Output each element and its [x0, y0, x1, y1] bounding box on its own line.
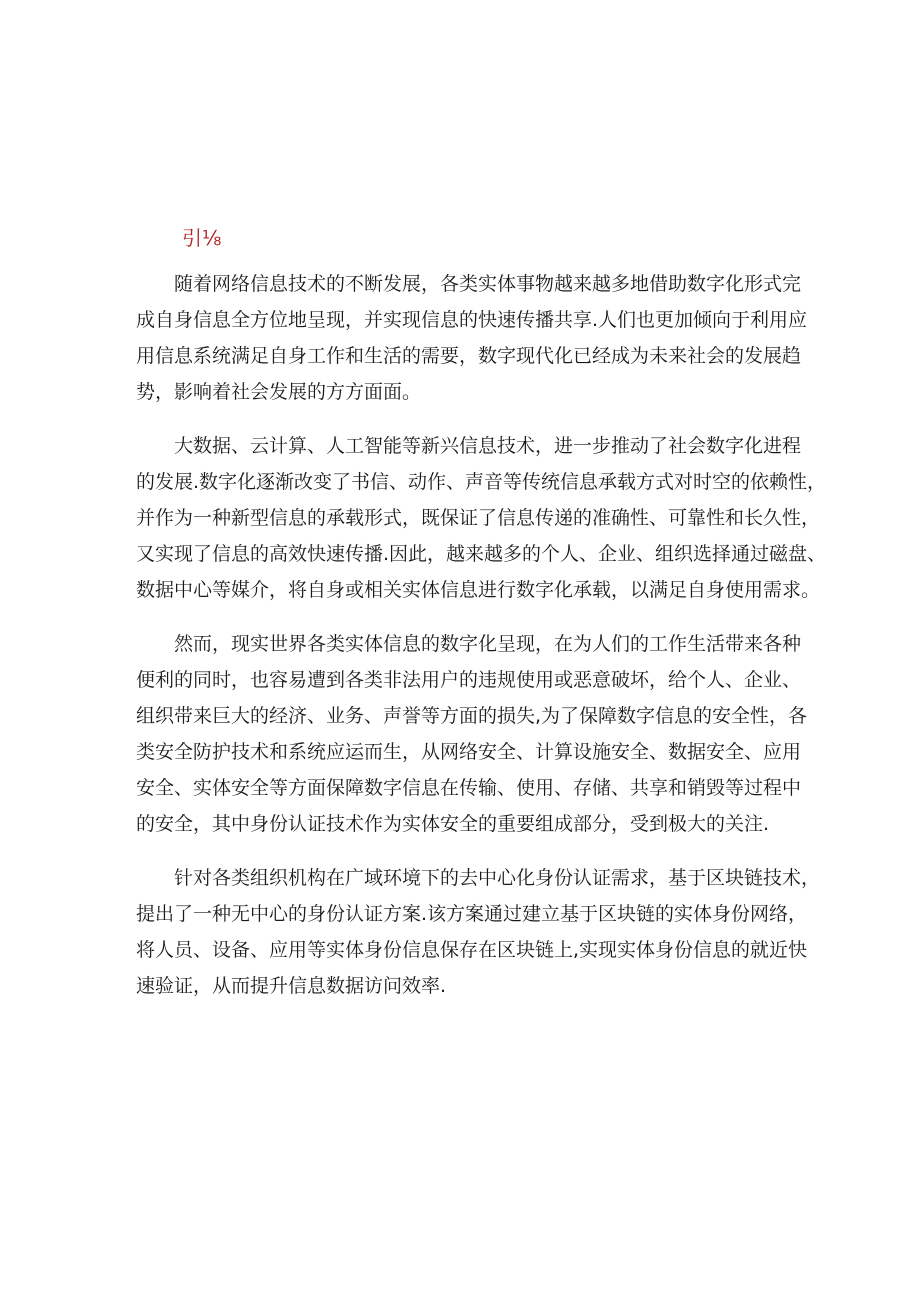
text-line: 将人员、设备、应用等实体身份信息保存在区块链上,实现实体身份信息的就近快 [136, 939, 808, 961]
paragraph-4 [136, 860, 821, 1004]
section-heading: 引⅛ [182, 226, 222, 250]
text-line: 的安全，其中身份认证技术作为实体安全的重要组成部分，受到极大的关注. [136, 813, 770, 835]
text-line: 针对各类组织机构在广域环境下的去中心化身份认证需求，基于区块链技术， [174, 867, 821, 889]
text-line: 的发展.数字化逐渐改变了书信、动作、声音等传统信息承载方式对时空的依赖性， [136, 471, 827, 493]
text-line: 成自身信息全方位地呈现，并实现信息的快速传播共享.人们也更加倾向于利用应 [136, 309, 808, 331]
text-line: 用信息系统满足自身工作和生活的需要，数字现代化已经成为未来社会的发展趋 [136, 345, 802, 367]
text-line: 数据中心等媒介，将自身或相关实体信息进行数字化承载，以满足自身使用需求。 [136, 579, 821, 601]
document-body [136, 266, 827, 1022]
text-line: 然而，现实世界各类实体信息的数字化呈现，在为人们的工作生活带来各种 [174, 633, 802, 655]
text-line: 速验证，从而提升信息数据访问效率. [136, 975, 447, 997]
text-line: 势，影响着社会发展的方方面面。 [136, 381, 422, 403]
text-line: 提出了一种无中心的身份认证方案.该方案通过建立基于区块链的实体身份网络， [136, 903, 808, 925]
text-line: 组织带来巨大的经济、业务、声誉等方面的损失,为了保障数字信息的安全性，各 [136, 705, 808, 727]
text-line: 安全、实体安全等方面保障数字信息在传输、使用、存储、共享和销毁等过程中 [136, 777, 802, 799]
text-line: 大数据、云计算、人工智能等新兴信息技术，进一步推动了社会数字化进程 [174, 435, 802, 457]
text-line: 便利的同时，也容易遭到各类非法用户的违规使用或恶意破坏，给个人、企业、 [136, 669, 802, 691]
text-line: 类安全防护技术和系统应运而生，从网络安全、计算设施安全、数据安全、应用 [136, 741, 802, 763]
text-line: 随着网络信息技术的不断发展，各类实体事物越来越多地借助数字化形式完 [174, 273, 802, 295]
text-line: 并作为一种新型信息的承载形式，既保证了信息传递的准确性、可靠性和长久性， [136, 507, 821, 529]
paragraph-3 [136, 626, 808, 842]
paragraph-1 [136, 266, 808, 410]
text-line: 又实现了信息的高效快速传播.因此，越来越多的个人、企业、组织选择通过磁盘、 [136, 543, 827, 565]
paragraph-2 [136, 428, 827, 608]
